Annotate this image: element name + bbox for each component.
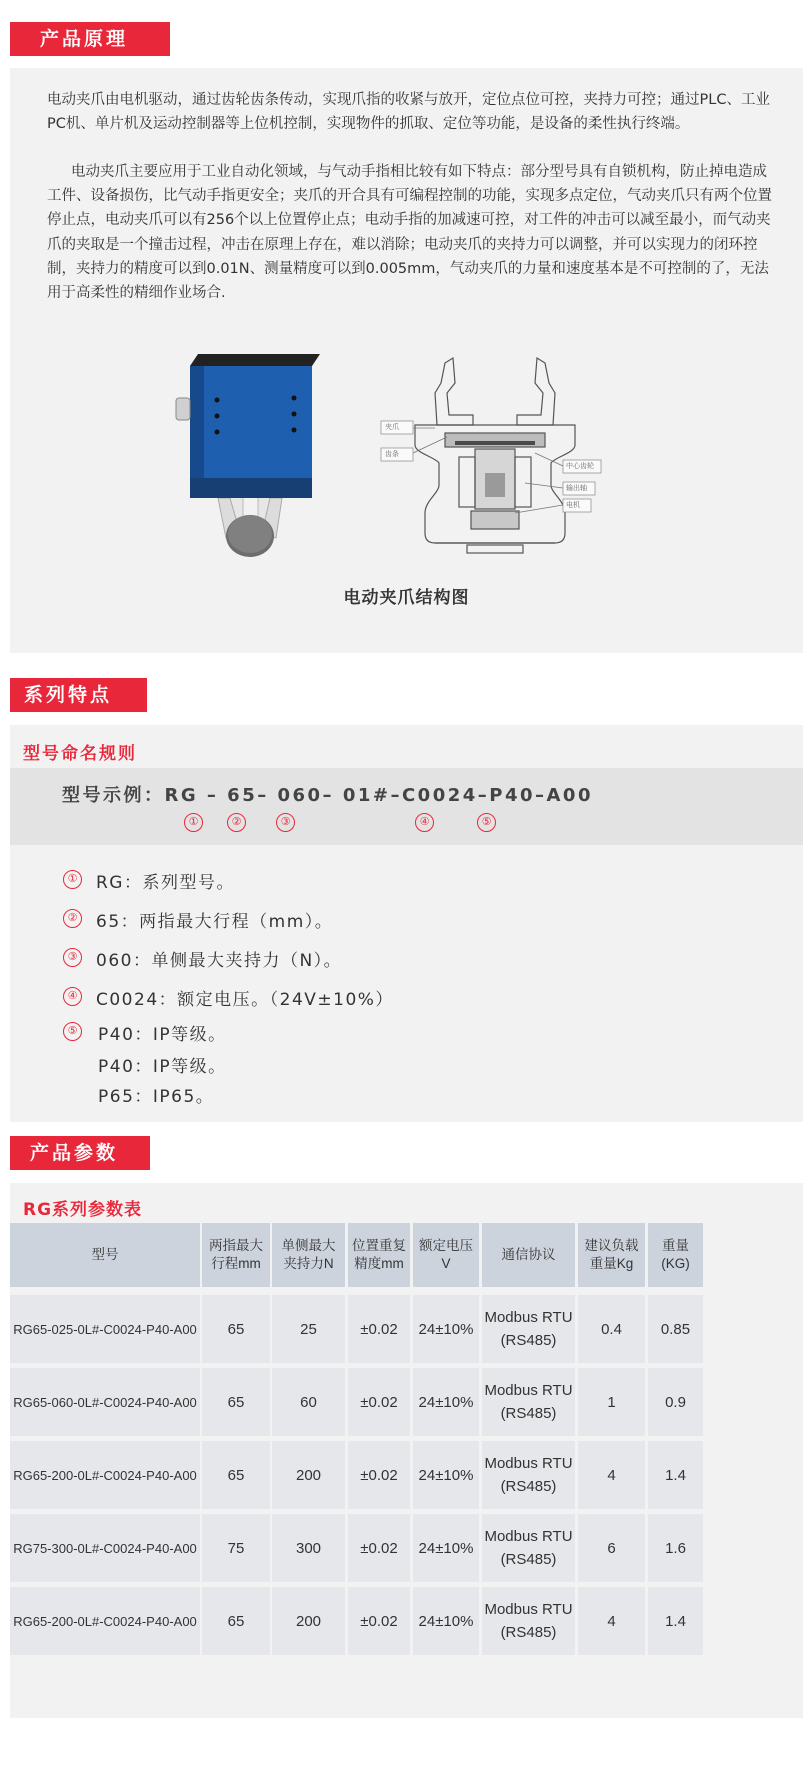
table-cell-payload: 1 [578,1368,645,1436]
table-cell-payload: 6 [578,1514,645,1582]
model-example-band [10,768,803,845]
table-cell-repeatability: ±0.02 [348,1295,410,1363]
table-cell-payload: 4 [578,1587,645,1655]
table-cell-stroke: 75 [202,1514,270,1582]
rule-marker-4: ④ [63,987,82,1006]
example-marker-2: ② [227,813,246,832]
example-marker-1: ① [184,813,203,832]
table-cell-voltage: 24±10% [413,1514,479,1582]
table-cell-grip-force: 60 [272,1368,345,1436]
table-cell-repeatability: ±0.02 [348,1587,410,1655]
header-repeatability: 位置重复 精度mm [348,1223,410,1287]
table-cell-stroke: 65 [202,1441,270,1509]
table-cell-repeatability: ±0.02 [348,1368,410,1436]
table-cell-grip-force: 300 [272,1514,345,1582]
intro-paragraph-1: 电动夹爪由电机驱动，通过齿轮齿条传动，实现爪指的收紧与放开，定位点位可控，夹持力可控；通过PLC、工业PC机、单片机及运动控制器等上位机控制，实现物件的抓取、定位等功能，是设备的柔性执行终端。 [47,92,770,133]
example-marker-3: ③ [276,813,295,832]
header-stroke: 两指最大 行程mm [202,1223,270,1287]
table-cell-protocol: Modbus RTU (RS485) [482,1441,575,1509]
table-cell-stroke: 65 [202,1587,270,1655]
rule-text-1: RG：系列型号。 [96,873,235,893]
header-weight: 重量 (KG) [648,1223,703,1287]
table-cell-weight: 1.4 [648,1587,703,1655]
table-cell-payload: 0.4 [578,1295,645,1363]
header-protocol: 通信协议 [482,1223,575,1287]
table-cell-model: RG75-300-0L#-C0024-P40-A00 [10,1514,200,1582]
table-cell-model: RG65-060-0L#-C0024-P40-A00 [10,1368,200,1436]
rule-marker-1: ① [63,870,82,889]
table-cell-protocol: Modbus RTU (RS485) [482,1587,575,1655]
naming-rule-subtitle: 型号命名规则 [23,744,137,764]
table-cell-voltage: 24±10% [413,1587,479,1655]
table-cell-weight: 0.85 [648,1295,703,1363]
diagram-label-jaw: 夹爪 [385,423,399,431]
table-cell-voltage: 24±10% [413,1368,479,1436]
rule-text-3: 060：单侧最大夹持力（N）。 [96,951,343,971]
rule-text-4: C0024：额定电压。（24V±10%） [96,990,394,1010]
table-cell-stroke: 65 [202,1368,270,1436]
table-cell-weight: 1.6 [648,1514,703,1582]
table-cell-weight: 1.4 [648,1441,703,1509]
header-grip-force: 单侧最大 夹持力N [272,1223,345,1287]
header-payload: 建议负载 重量Kg [578,1223,645,1287]
table-cell-grip-force: 25 [272,1295,345,1363]
diagram-label-center-gear: 中心齿轮 [566,462,594,470]
section-tag-product-params: 产品参数 [10,1136,150,1170]
diagram-label-rack: 齿条 [385,450,399,458]
rule-marker-2: ② [63,909,82,928]
table-cell-model: RG65-200-0L#-C0024-P40-A00 [10,1587,200,1655]
table-cell-payload: 4 [578,1441,645,1509]
table-cell-protocol: Modbus RTU (RS485) [482,1514,575,1582]
section-tag-series-features: 系列特点 [10,678,147,712]
table-cell-repeatability: ±0.02 [348,1514,410,1582]
series-features-panel [10,725,803,1122]
table-cell-model: RG65-025-0L#-C0024-P40-A00 [10,1295,200,1363]
header-voltage: 额定电压 V [413,1223,479,1287]
diagram-label-motor: 电机 [566,501,580,509]
table-cell-grip-force: 200 [272,1587,345,1655]
params-table-subtitle: RG系列参数表 [23,1200,143,1220]
rule-extra-line-1: P40：IP等级。 [98,1057,227,1077]
example-marker-4: ④ [415,813,434,832]
rule-text-2: 65：两指最大行程（mm）。 [96,912,334,932]
diagram-label-output-shaft: 输出轴 [566,484,587,492]
table-cell-grip-force: 200 [272,1441,345,1509]
section-tag-principle: 产品原理 [10,22,170,56]
table-cell-protocol: Modbus RTU (RS485) [482,1295,575,1363]
table-cell-model: RG65-200-0L#-C0024-P40-A00 [10,1441,200,1509]
table-cell-stroke: 65 [202,1295,270,1363]
example-marker-5: ⑤ [477,813,496,832]
intro-paragraph-2: 电动夹爪主要应用于工业自动化领域，与气动手指相比较有如下特点：部分型号具有自锁机构，防止掉电造成工件、设备损伤，比气动手指更安全；夹爪的开合具有可编程控制的功能，实现多点定位，气动夹爪只有两个位置停止点，电动夹爪可以有256个以上位置停止点；电动手指的加减速可控，对工件的冲击可以减至最小，而气动夹爪的夹取是一个撞击过程，冲击在原理上存在，难以消除；电动夹爪的夹持力可以调整，并可以实现力的闭环控制，夹持力的精度可以到0.01N、测量精度可以到0.005mm，气动夹爪的力量和速度基本是不可控制的了，无法用于高柔性的精细作业场合. [47,164,772,302]
table-cell-weight: 0.9 [648,1368,703,1436]
table-cell-voltage: 24±10% [413,1441,479,1509]
rule-extra-line-2: P65：IP65。 [98,1087,215,1107]
rule-marker-5: ⑤ [63,1022,82,1041]
rule-marker-3: ③ [63,948,82,967]
gripper-cross-section-diagram [375,353,635,563]
gripper-product-image [170,348,330,558]
principle-panel [10,68,803,653]
table-cell-repeatability: ±0.02 [348,1441,410,1509]
table-cell-voltage: 24±10% [413,1295,479,1363]
product-params-panel [10,1183,803,1718]
figure-caption: 电动夹爪结构图 [343,588,470,608]
model-example: 型号示例：RG – 65– 060– 01#–C0024–P40–A00 [62,785,593,806]
header-model: 型号 [10,1223,200,1287]
table-cell-protocol: Modbus RTU (RS485) [482,1368,575,1436]
rule-text-5: P40：IP等级。 [98,1025,227,1045]
